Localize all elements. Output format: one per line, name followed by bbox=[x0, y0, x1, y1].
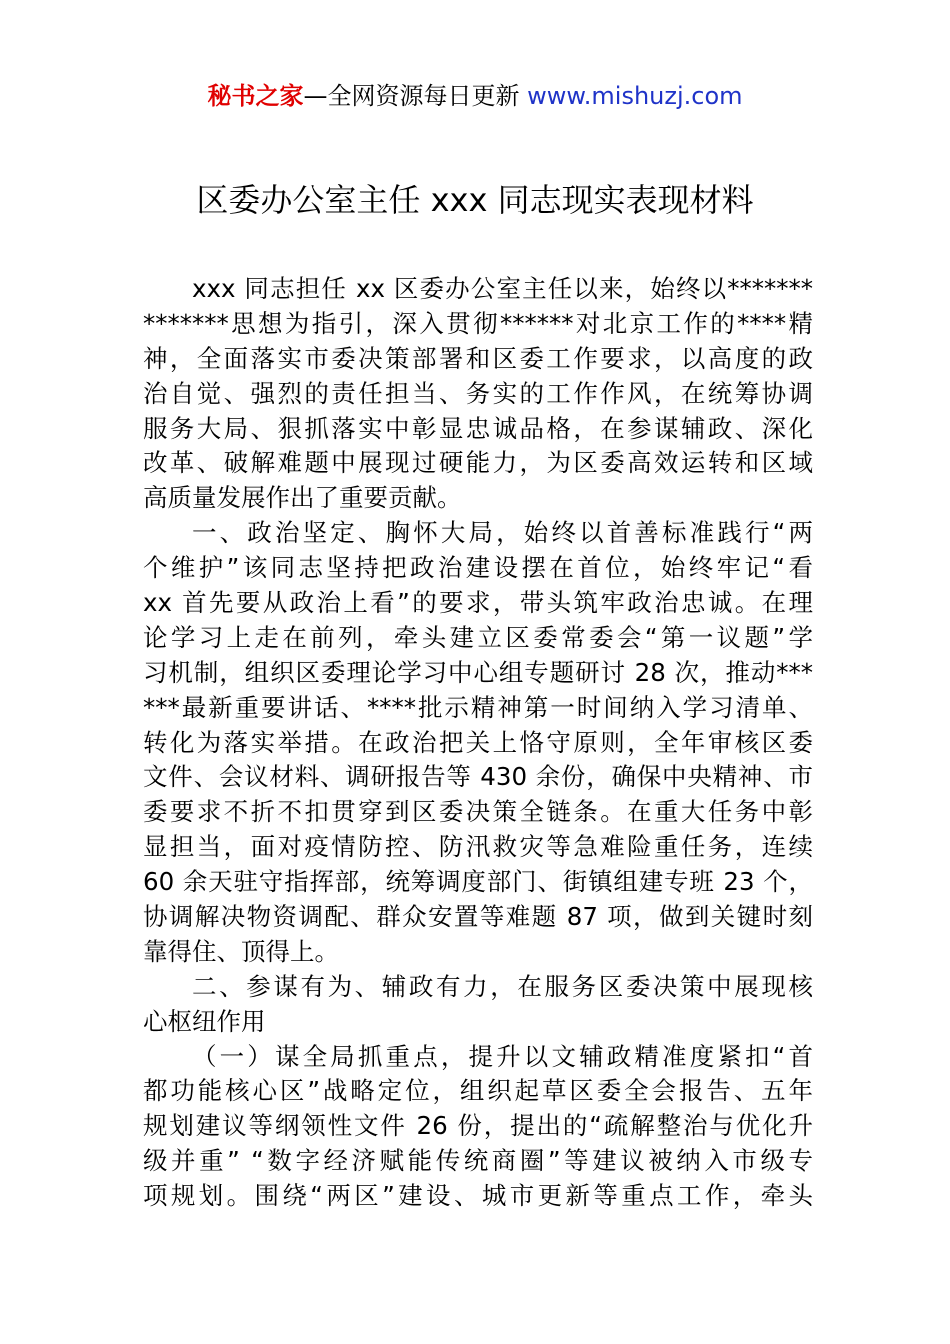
text-line: 级并重” “数字经济赋能传统商圈”等建议被纳入市级专 bbox=[143, 1146, 813, 1176]
text-line: 一、政治坚定、胸怀大局，始终以首善标准践行“两 bbox=[192, 518, 813, 548]
text-line: 论学习上走在前列，牵头建立区委常委会“第一议题”学 bbox=[143, 622, 813, 652]
text-line: ***最新重要讲话、****批示精神第一时间纳入学习清单、 bbox=[143, 692, 813, 722]
site-tagline: —全网资源每日更新 bbox=[303, 82, 528, 110]
site-brand: 秘书之家 bbox=[207, 82, 304, 110]
document-title: 区委办公室主任 xxx 同志现实表现材料 bbox=[196, 181, 754, 219]
text-line: 神，全面落实市委决策部署和区委工作要求，以高度的政 bbox=[143, 343, 813, 373]
text-line: 都功能核心区”战略定位，组织起草区委全会报告、五年 bbox=[143, 1076, 813, 1106]
text-line: 靠得住、顶得上。 bbox=[143, 936, 339, 966]
text-line: 个维护”该同志坚持把政治建设摆在首位，始终牢记“看 bbox=[143, 553, 813, 583]
text-line: 文件、会议材料、调研报告等 430 余份，确保中央精神、市 bbox=[143, 762, 813, 792]
text-line: 项规划。围绕“两区”建设、城市更新等重点工作，牵头 bbox=[143, 1181, 813, 1211]
text-line: 显担当，面对疫情防控、防汛救灾等急难险重任务，连续 bbox=[143, 832, 813, 862]
text-line: 转化为落实举措。在政治把关上恪守原则，全年审核区委 bbox=[143, 727, 813, 757]
site-header bbox=[0, 80, 950, 112]
text-line: *******思想为指引，深入贯彻******对北京工作的****精 bbox=[143, 308, 813, 338]
text-line: xxx 同志担任 xx 区委办公室主任以来，始终以******* bbox=[192, 274, 813, 303]
text-line: 协调解决物资调配、群众安置等难题 87 项，做到关键时刻 bbox=[143, 902, 813, 932]
text-line: xx 首先要从政治上看”的要求，带头筑牢政治忠诚。在理 bbox=[143, 588, 813, 618]
text-line: 习机制，组织区委理论学习中心组专题研讨 28 次，推动*** bbox=[143, 657, 813, 687]
text-line: 高质量发展作出了重要贡献。 bbox=[143, 483, 462, 513]
text-line: 改革、破解难题中展现过硬能力，为区委高效运转和区域 bbox=[143, 448, 813, 478]
site-url-link[interactable]: www.mishuzj.com bbox=[527, 82, 743, 110]
document-body bbox=[143, 272, 813, 1214]
text-line: 心枢纽作用 bbox=[143, 1006, 266, 1036]
text-line: 规划建议等纲领性文件 26 份，提出的“疏解整治与优化升 bbox=[143, 1111, 813, 1141]
text-line: 委要求不折不扣贯穿到区委决策全链条。在重大任务中彰 bbox=[143, 797, 813, 827]
text-line: 60 余天驻守指挥部，统筹调度部门、街镇组建专班 23 个， bbox=[143, 867, 813, 897]
text-line: 治自觉、强烈的责任担当、务实的工作作风，在统筹协调 bbox=[143, 378, 813, 408]
text-line: 二、参谋有为、辅政有力，在服务区委决策中展现核 bbox=[192, 971, 813, 1001]
text-line: 服务大局、狠抓落实中彰显忠诚品格，在参谋辅政、深化 bbox=[143, 413, 813, 443]
text-line: （一）谋全局抓重点，提升以文辅政精准度紧扣“首 bbox=[192, 1041, 813, 1071]
